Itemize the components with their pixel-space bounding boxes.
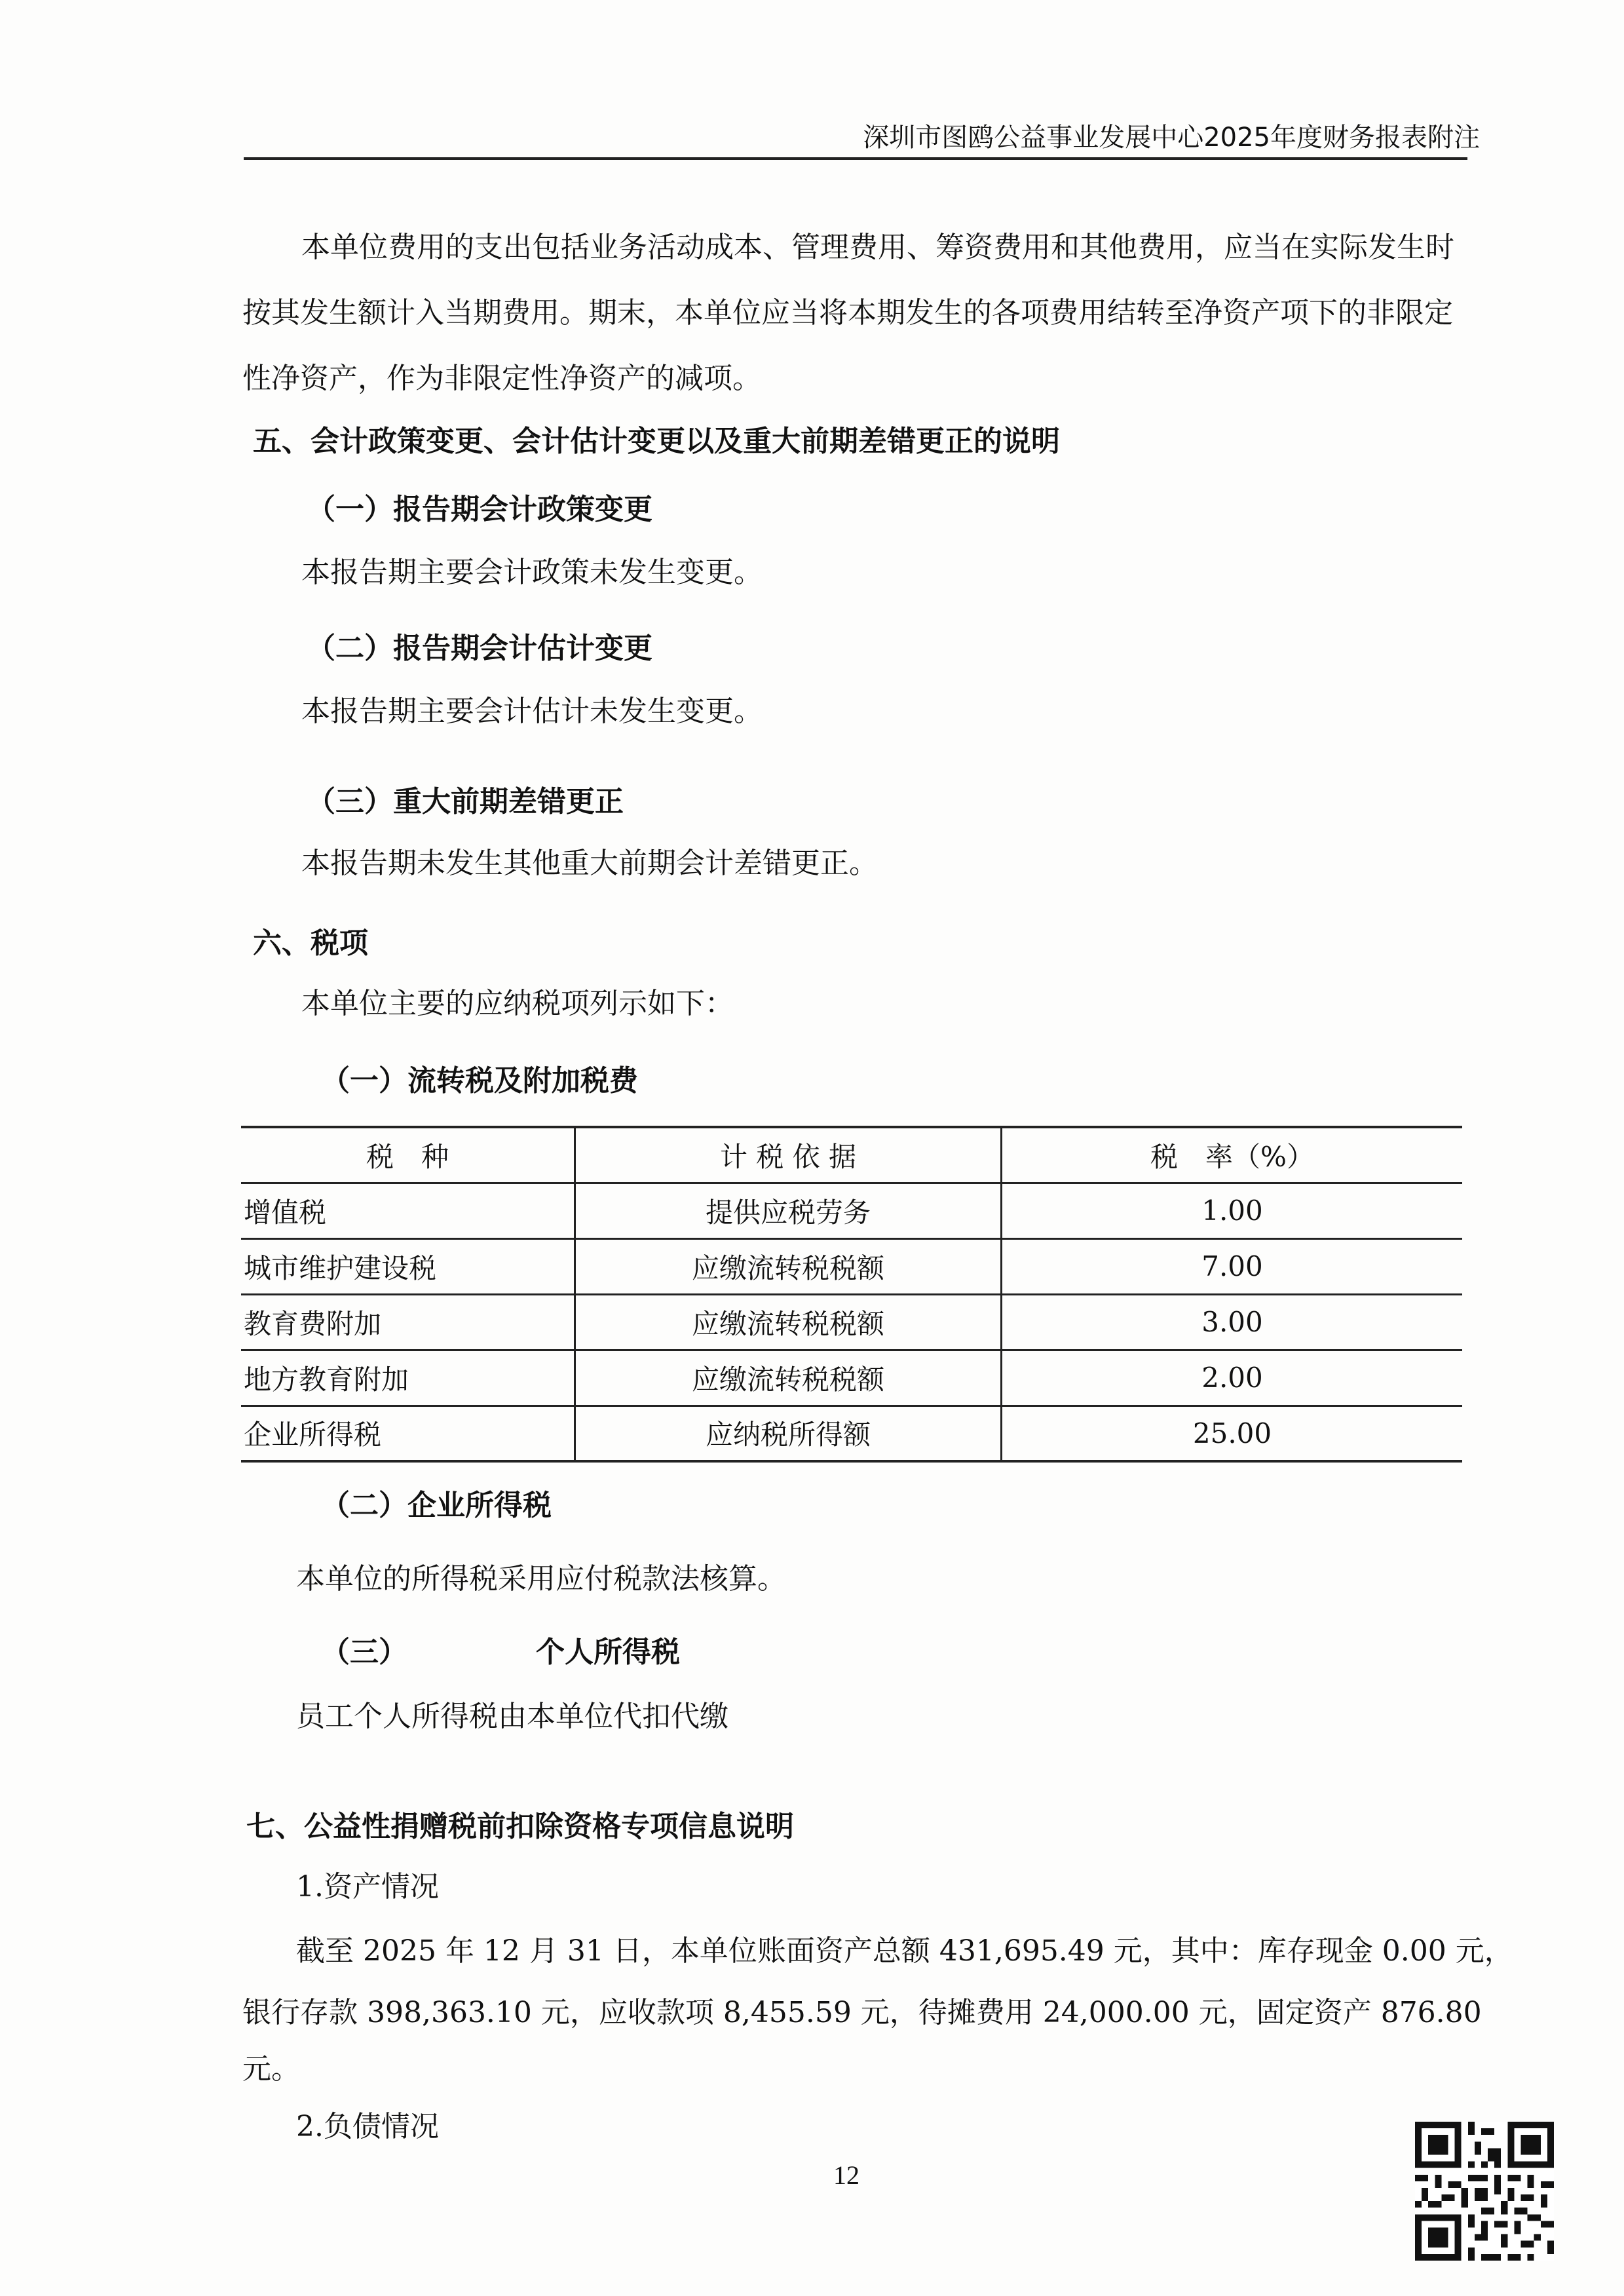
section-6-3-heading: 个人所得税 (536, 1636, 680, 1669)
section-5-2-heading: （二）报告期会计估计变更 (307, 632, 652, 665)
table-row (241, 1183, 1462, 1238)
section-5-1-heading: （一）报告期会计政策变更 (307, 493, 652, 526)
section-6-3-number: （三） (321, 1636, 407, 1669)
section-5-heading: 五、会计政策变更、会计估计变更以及重大前期差错更正的说明 (253, 425, 1060, 458)
page-header-title: 深圳市图鸥公益事业发展中心2025年度财务报表附注 (863, 123, 1480, 153)
tax-type-cell: 企业所得税 (241, 1406, 575, 1461)
tax-type-cell: 增值税 (241, 1183, 575, 1238)
tax-basis-cell: 提供应税劳务 (575, 1183, 1002, 1238)
section-6-intro: 本单位主要的应纳税项列示如下： (301, 987, 734, 1020)
section-6-2-text: 本单位的所得税采用应付税款法核算。 (296, 1562, 786, 1596)
section-5-3-heading: （三）重大前期差错更正 (307, 785, 624, 818)
tax-basis-cell: 应纳税所得额 (575, 1406, 1002, 1461)
tax-table-header-tax-rate: 税 率（%） (1002, 1127, 1463, 1183)
tax-rate-cell: 2.00 (1002, 1350, 1463, 1406)
section-5-3-text: 本报告期未发生其他重大前期会计差错更正。 (301, 847, 878, 880)
tax-type-cell: 城市维护建设税 (241, 1238, 575, 1294)
header-rule (244, 157, 1467, 160)
table-row (241, 1350, 1462, 1406)
section-7-heading: 七、公益性捐赠税前扣除资格专项信息说明 (246, 1810, 794, 1843)
tax-type-cell: 地方教育附加 (241, 1350, 575, 1406)
table-row (241, 1238, 1462, 1294)
section-6-2-heading: （二）企业所得税 (321, 1489, 552, 1522)
expense-policy-line-2: 按其发生额计入当期费用。期末，本单位应当将本期发生的各项费用结转至净资产项下的非限定 (242, 296, 1453, 330)
page-number: 12 (833, 2160, 859, 2190)
section-7-1-heading: 1.资产情况 (296, 1870, 439, 1904)
section-5-2-text: 本报告期主要会计估计未发生变更。 (301, 695, 763, 728)
tax-rate-cell: 3.00 (1002, 1294, 1463, 1350)
assets-line-3: 元。 (242, 2052, 300, 2086)
assets-line-1: 截至 2025 年 12 月 31 日，本单位账面资产总额 431,695.49 元，其中：库存现金 0.00 元， (296, 1934, 1513, 1968)
tax-basis-cell: 应缴流转税税额 (575, 1238, 1002, 1294)
tax-rate-cell: 7.00 (1002, 1238, 1463, 1294)
section-7-2-heading: 2.负债情况 (296, 2110, 439, 2143)
expense-policy-line-1: 本单位费用的支出包括业务活动成本、管理费用、筹资费用和其他费用，应当在实际发生时 (301, 231, 1454, 264)
tax-rate-cell: 1.00 (1002, 1183, 1463, 1238)
qr-code-icon (1415, 2122, 1554, 2261)
assets-line-2: 银行存款 398,363.10 元，应收款项 8,455.59 元，待摊费用 24,000.00 元，固定资产 876.80 (242, 1996, 1482, 2029)
tax-basis-cell: 应缴流转税税额 (575, 1350, 1002, 1406)
section-6-1-heading: （一）流转税及附加税费 (321, 1064, 638, 1098)
expense-policy-line-3: 性净资产，作为非限定性净资产的减项。 (242, 362, 761, 395)
tax-rate-cell: 25.00 (1002, 1406, 1463, 1461)
section-5-1-text: 本报告期主要会计政策未发生变更。 (301, 556, 763, 589)
tax-table-header-tax-basis: 计 税 依 据 (575, 1127, 1002, 1183)
tax-table-header-tax-type: 税 种 (241, 1127, 575, 1183)
tax-table-header-row (241, 1127, 1462, 1183)
table-row (241, 1294, 1462, 1350)
section-6-heading: 六、税项 (253, 927, 368, 960)
table-row (241, 1406, 1462, 1461)
tax-table (241, 1126, 1462, 1463)
section-6-3-text: 员工个人所得税由本单位代扣代缴 (296, 1700, 728, 1733)
tax-basis-cell: 应缴流转税税额 (575, 1294, 1002, 1350)
tax-type-cell: 教育费附加 (241, 1294, 575, 1350)
